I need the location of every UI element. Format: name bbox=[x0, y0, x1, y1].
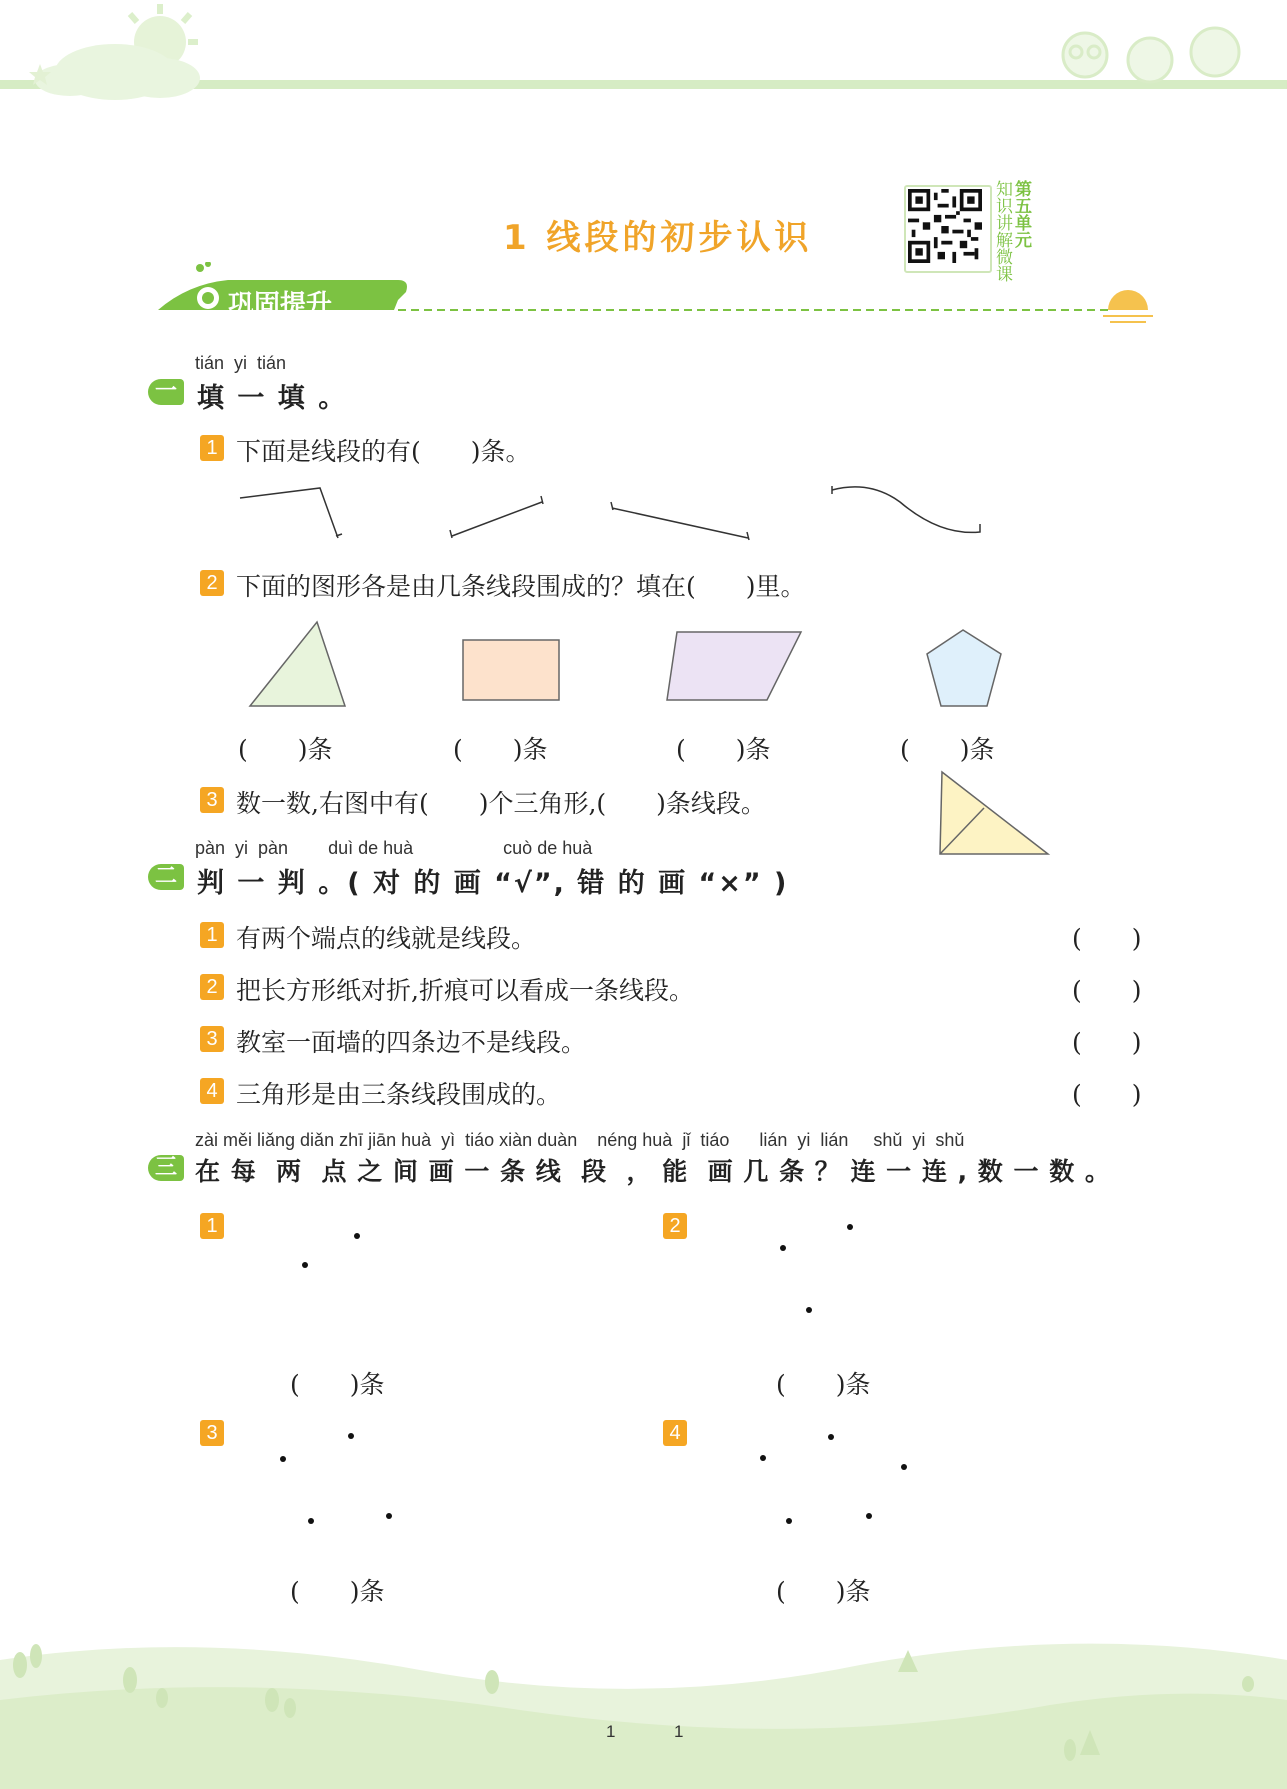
s2-item-3-number: 3 bbox=[200, 1026, 224, 1052]
s3-p4-dot[interactable] bbox=[828, 1434, 834, 1440]
s1-q2-answer-4[interactable]: ( )条 bbox=[900, 735, 995, 764]
triangle-count-figure bbox=[932, 768, 1052, 868]
s1-q2-number: 2 bbox=[200, 570, 224, 596]
segment-figure-1 bbox=[452, 502, 542, 536]
s3-p4-dot[interactable] bbox=[786, 1518, 792, 1524]
s3-p4-dot[interactable] bbox=[866, 1513, 872, 1519]
curve-figure bbox=[832, 487, 980, 533]
section3-title: 在 每 两 点 之 间 画 一 条 线 段 ， 能 画 几 条 ？ 连 一 连 , 数 一 数 。 bbox=[195, 1157, 1111, 1186]
s3-problem-1-answer[interactable]: ( )条 bbox=[290, 1370, 385, 1399]
qr-code-icon bbox=[908, 189, 982, 263]
s3-problem-1-number: 1 bbox=[200, 1213, 224, 1239]
header-cloud-sun-icon bbox=[0, 0, 1287, 110]
s3-problem-2-number: 2 bbox=[663, 1213, 687, 1239]
banner-title: 巩固提升 bbox=[228, 290, 333, 320]
section2-title: 判 一 判 。( 对 的 画 “√”, 错 的 画 “×” ) bbox=[197, 868, 789, 899]
unit-label: 第五单元 bbox=[1011, 180, 1031, 248]
s3-problem-4-answer[interactable]: ( )条 bbox=[776, 1577, 871, 1606]
s3-p1-dot[interactable] bbox=[354, 1233, 360, 1239]
s3-p1-dot[interactable] bbox=[302, 1262, 308, 1268]
s2-item-2-blank[interactable]: ( ) bbox=[1072, 976, 1142, 1005]
s2-item-2-text: 把长方形纸对折,折痕可以看成一条线段。 bbox=[236, 976, 694, 1005]
lesson-label: 知识讲解微课 bbox=[992, 180, 1012, 282]
s2-item-4-number: 4 bbox=[200, 1078, 224, 1104]
s3-problem-2-answer[interactable]: ( )条 bbox=[776, 1370, 871, 1399]
s2-item-3-blank[interactable]: ( ) bbox=[1072, 1028, 1142, 1057]
section2-badge: 二 bbox=[148, 864, 184, 890]
s1-q2-text: 下面的图形各是由几条线段围成的？填在( )里。 bbox=[236, 572, 806, 601]
s2-item-1-number: 1 bbox=[200, 922, 224, 948]
pentagon-shape bbox=[927, 630, 1001, 706]
s2-item-1-blank[interactable]: ( ) bbox=[1072, 924, 1142, 953]
s3-p2-dot[interactable] bbox=[847, 1224, 853, 1230]
s2-item-2-number: 2 bbox=[200, 974, 224, 1000]
s1-q2-answer-3[interactable]: ( )条 bbox=[676, 735, 771, 764]
s3-problem-4-number: 4 bbox=[663, 1420, 687, 1446]
s3-p3-dot[interactable] bbox=[348, 1433, 354, 1439]
page-title: 1 线段的初步认识 bbox=[503, 218, 813, 258]
hills-trees-icon bbox=[0, 1620, 1287, 1789]
broken-line-figure bbox=[240, 488, 338, 538]
s3-p3-dot[interactable] bbox=[386, 1513, 392, 1519]
s3-p3-dot[interactable] bbox=[308, 1518, 314, 1524]
s2-item-4-blank[interactable]: ( ) bbox=[1072, 1080, 1142, 1109]
rectangle-shape bbox=[463, 640, 559, 700]
s3-p2-dot[interactable] bbox=[806, 1307, 812, 1313]
section3-pinyin: zài měi liǎng diǎn zhī jiān huà yì tiáo xiàn duàn néng huà jǐ tiáo lián yi lián shǔ yi shǔ bbox=[195, 1130, 965, 1150]
qr-code[interactable] bbox=[904, 185, 992, 273]
page-number-right: 1 bbox=[674, 1722, 684, 1741]
footer-hills-decoration bbox=[0, 1620, 1287, 1789]
s2-item-4-text: 三角形是由三条线段围成的。 bbox=[236, 1080, 562, 1109]
s3-p4-dot[interactable] bbox=[760, 1455, 766, 1461]
page-number-left: 1 bbox=[606, 1722, 616, 1741]
segment-figure-2 bbox=[612, 508, 748, 538]
line-figures bbox=[230, 480, 1030, 550]
s3-problem-3-answer[interactable]: ( )条 bbox=[290, 1577, 385, 1606]
s3-p3-dot[interactable] bbox=[280, 1456, 286, 1462]
s1-q3-text: 数一数,右图中有( )个三角形,( )条线段。 bbox=[236, 789, 766, 818]
section1-badge: 一 bbox=[148, 379, 184, 405]
header-decoration bbox=[0, 0, 1287, 110]
section2-pinyin: pàn yi pàn duì de huà cuò de huà bbox=[195, 838, 593, 858]
s1-q2-answer-1[interactable]: ( )条 bbox=[238, 735, 333, 764]
section3-badge: 三 bbox=[148, 1155, 184, 1181]
s1-q1-text: 下面是线段的有( )条。 bbox=[236, 437, 531, 466]
section1-title: 填 一 填 。 bbox=[197, 383, 348, 414]
triangle-shape bbox=[250, 622, 345, 706]
s1-q1-number: 1 bbox=[200, 435, 224, 461]
s3-problem-3-number: 3 bbox=[200, 1420, 224, 1446]
s3-p2-dot[interactable] bbox=[780, 1245, 786, 1251]
s2-item-3-text: 教室一面墙的四条边不是线段。 bbox=[236, 1028, 587, 1057]
s3-p4-dot[interactable] bbox=[901, 1464, 907, 1470]
parallelogram-shape bbox=[667, 632, 801, 700]
s2-item-1-text: 有两个端点的线就是线段。 bbox=[236, 924, 537, 953]
section1-pinyin: tián yi tián bbox=[195, 353, 287, 373]
s1-q3-number: 3 bbox=[200, 787, 224, 813]
s1-q2-answer-2[interactable]: ( )条 bbox=[453, 735, 548, 764]
shape-figures bbox=[245, 620, 1045, 720]
